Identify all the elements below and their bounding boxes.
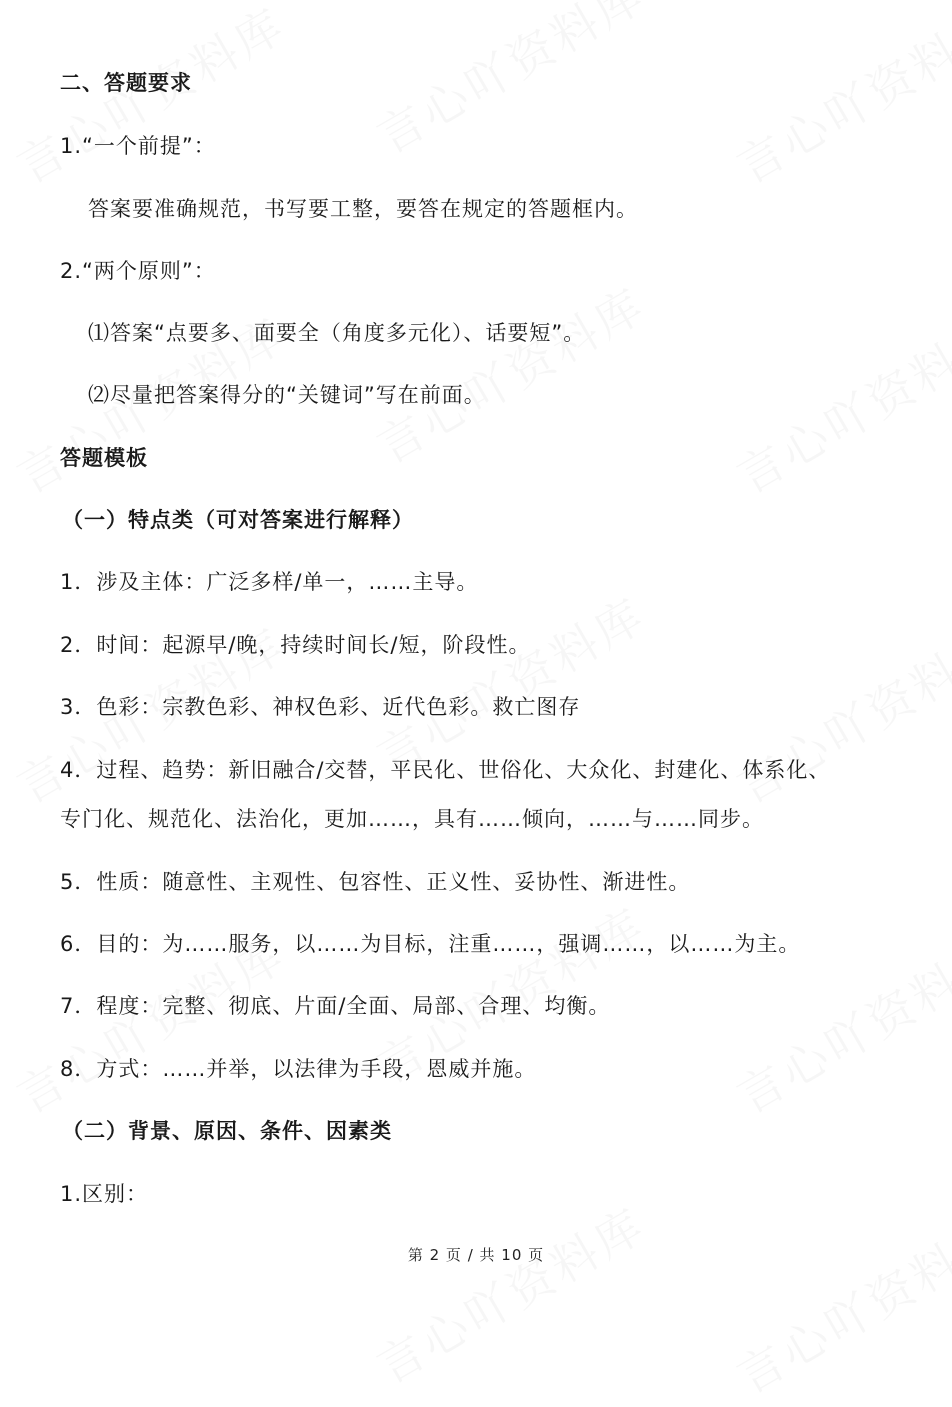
watermark <box>364 0 657 167</box>
list-item: 4．过程、趋势：新旧融合/交替，平民化、世俗化、大众化、封建化、体系化、 <box>60 758 831 782</box>
requirement-1-text: 答案要准确规范，书写要工整，要答在规定的答题框内。 <box>88 197 638 221</box>
watermark <box>364 269 657 476</box>
list-item-continuation: 专门化、规范化、法治化，更加……，具有……倾向，……与……同步。 <box>60 807 764 831</box>
category-2-heading: （二）背景、原因、条件、因素类 <box>62 1119 392 1143</box>
template-heading: 答题模板 <box>60 446 148 470</box>
page-number: 第 2 页 / 共 10 页 <box>407 1246 545 1264</box>
requirement-1-title: 1.“一个前提”： <box>60 134 216 158</box>
list-item: 8．方式：……并举，以法律为手段，恩威并施。 <box>60 1057 537 1081</box>
list-item: 1.区别： <box>60 1182 149 1206</box>
watermark <box>724 0 952 197</box>
watermark <box>724 1199 952 1406</box>
list-item: 5．性质：随意性、主观性、包容性、正义性、妥协性、渐进性。 <box>60 870 691 894</box>
watermark <box>4 0 297 197</box>
list-item: 2．时间：起源早/晚，持续时间长/短，阶段性。 <box>60 633 531 657</box>
requirement-2-title: 2.“两个原则”： <box>60 259 216 283</box>
requirement-2-point-2: ⑵尽量把答案得分的“关键词”写在前面。 <box>88 383 486 407</box>
watermark <box>724 299 952 506</box>
list-item: 6．目的：为……服务，以……为目标，注重……，强调……，以……为主。 <box>60 932 801 956</box>
list-item: 1．涉及主体：广泛多样/单一，……主导。 <box>60 570 479 594</box>
watermark <box>364 1189 657 1396</box>
category-1-heading: （一）特点类（可对答案进行解释） <box>62 508 414 532</box>
requirement-2-point-1: ⑴答案“点要多、面要全（角度多元化）、话要短”。 <box>88 321 586 345</box>
list-item: 7．程度：完整、彻底、片面/全面、局部、合理、均衡。 <box>60 994 611 1018</box>
section-heading: 二、答题要求 <box>60 71 192 95</box>
list-item: 3．色彩：宗教色彩、神权色彩、近代色彩。救亡图存 <box>60 695 581 719</box>
watermark <box>724 609 952 816</box>
